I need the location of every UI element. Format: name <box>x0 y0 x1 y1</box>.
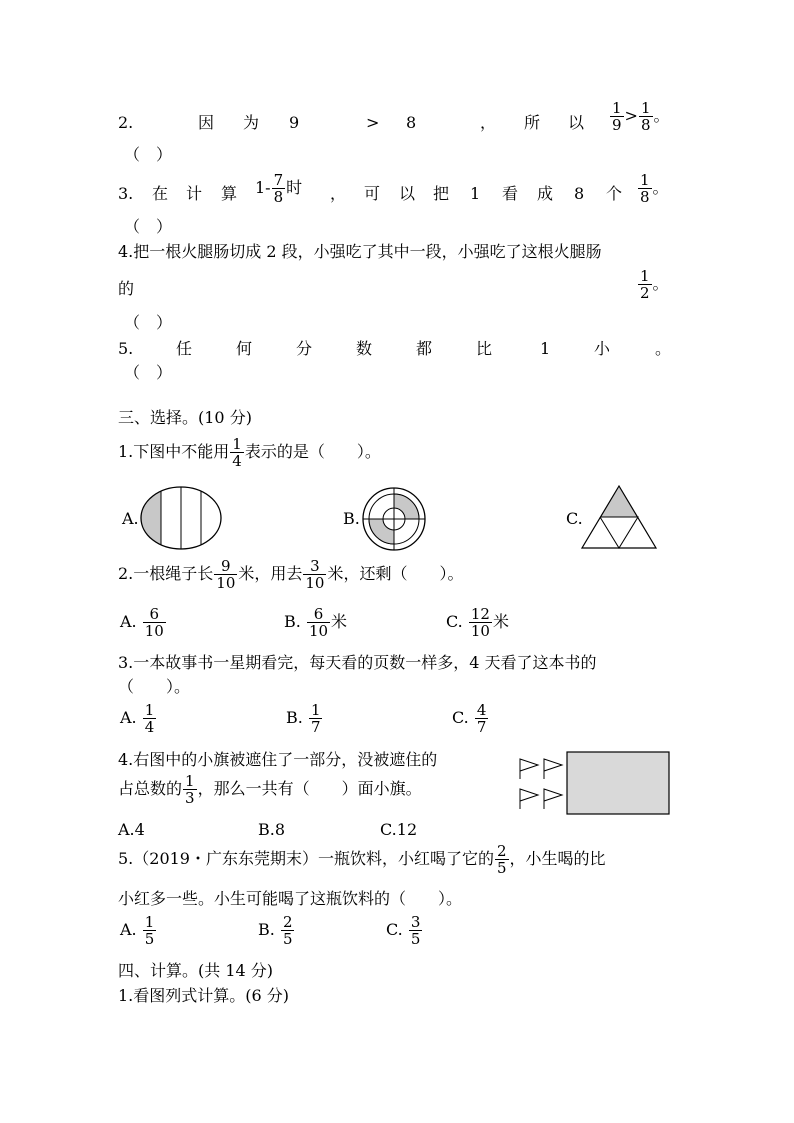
q3-word: 以 <box>399 184 416 203</box>
answer-paren[interactable]: （ ） <box>124 217 173 236</box>
option-b[interactable]: B. $\frac{6}{10}$ 米 <box>284 605 348 640</box>
choice-q5-line1: 5.（2019・广东东莞期末）一瓶饮料，小红喝了它的 $\frac{2}{5}$ ，小生喝的比 <box>118 842 606 877</box>
q2-fraction-expression: $\frac{1}{9}$ > $\frac{1}{8}$ 。 <box>612 99 670 134</box>
q3-word: 计 <box>186 184 203 203</box>
q5-word: 。 <box>655 339 672 358</box>
q3-word: 成 <box>537 184 554 203</box>
q2-number: 2. <box>118 113 134 132</box>
q4-text: 4.把一根火腿肠切成 2 段，小强吃了其中一段，小强吃了这根火腿肠 <box>118 242 602 261</box>
option-c-label[interactable]: C. <box>566 509 583 528</box>
fraction: $\frac{1}{9}$ <box>612 99 622 134</box>
circle-figure <box>360 485 430 553</box>
choice-q2: 2.一根绳子长 $\frac{9}{10}$ 米，用去 $\frac{3}{10}$ 米，还剩（ ）。 <box>118 557 464 592</box>
option-b[interactable]: B. $\frac{1}{7}$ <box>286 701 321 736</box>
option-a[interactable]: A. $\frac{1}{4}$ <box>120 701 155 736</box>
q2-word: 以 <box>568 113 585 132</box>
option-c[interactable]: C. $\frac{3}{5}$ <box>386 913 421 948</box>
choice-q5-line2: 小红多一些。小生可能喝了这瓶饮料的（ ）。 <box>118 889 463 908</box>
q3-word: ， <box>330 184 347 203</box>
q5-word: 1 <box>540 339 551 358</box>
choice-q4-line1: 4.右图中的小旗被遮住了一部分，没被遮住的 <box>118 750 438 769</box>
q3-word: 在 <box>152 184 169 203</box>
option-c[interactable]: C.12 <box>380 820 418 839</box>
q3-word: 看 <box>502 184 519 203</box>
q3-word: 个 <box>606 184 623 203</box>
option-b[interactable]: B. $\frac{2}{5}$ <box>258 913 293 948</box>
option-b-label[interactable]: B. <box>343 509 360 528</box>
q2-word: 8 <box>406 113 417 132</box>
sub-question: 1.看图列式计算。(6 分) <box>118 986 290 1005</box>
choice-q4-line2: 占总数的 $\frac{1}{3}$ ，那么一共有（ ）面小旗。 <box>118 772 422 807</box>
q3-word: 算 <box>221 184 238 203</box>
q2-word: 所 <box>524 113 541 132</box>
q5-number: 5. <box>118 339 134 358</box>
q3-fraction: $\frac{1}{8}$ 。 <box>640 171 669 206</box>
option-a[interactable]: A. $\frac{6}{10}$ <box>120 605 164 640</box>
q3-word: 1 <box>470 184 481 203</box>
q4-fraction: $\frac{1}{2}$ 。 <box>640 267 669 302</box>
option-a-label[interactable]: A. <box>122 509 139 528</box>
q3-word: 把 <box>433 184 450 203</box>
q3-word: 可 <box>364 184 381 203</box>
choice-q3-line1: 3.一本故事书一星期看完，每天看的页数一样多，4 天看了这本书的 <box>118 653 597 672</box>
answer-paren[interactable]: （ ） <box>124 363 173 382</box>
option-c[interactable]: C. $\frac{12}{10}$ 米 <box>446 605 509 640</box>
fraction: $\frac{7}{8}$ <box>273 171 284 206</box>
section-title: 三、选择。(10 分) <box>118 408 252 427</box>
q3-number: 3. <box>118 184 134 203</box>
q5-word: 何 <box>236 339 253 358</box>
choice-q3-line2: （ ）。 <box>118 677 191 696</box>
q2-word: 9 <box>289 113 300 132</box>
q2-word: 因 <box>198 113 215 132</box>
q3-expression: 1- $\frac{7}{8}$ 时 <box>255 171 303 206</box>
option-a[interactable]: A. $\frac{1}{5}$ <box>120 913 155 948</box>
q5-word: 小 <box>594 339 611 358</box>
q5-word: 任 <box>176 339 193 358</box>
fraction: $\frac{1}{4}$ <box>232 435 242 470</box>
option-b[interactable]: B.8 <box>258 820 286 839</box>
q4-text: 的 <box>118 279 135 298</box>
q2-word: 为 <box>243 113 260 132</box>
answer-paren[interactable]: （ ） <box>124 145 173 164</box>
flags-figure <box>516 751 672 817</box>
triangle-figure <box>580 484 658 550</box>
option-a[interactable]: A.4 <box>118 820 145 839</box>
ellipse-figure <box>138 485 224 551</box>
q5-word: 分 <box>296 339 313 358</box>
q5-word: 比 <box>476 339 493 358</box>
fraction: $\frac{1}{8}$ <box>640 99 651 134</box>
q2-word: ， <box>480 113 497 132</box>
choice-q1: 1.下图中不能用 $\frac{1}{4}$ 表示的是（ ）。 <box>118 435 381 470</box>
q2-word: > <box>366 113 380 132</box>
q5-word: 都 <box>416 339 433 358</box>
q3-word: 8 <box>574 184 585 203</box>
q5-word: 数 <box>356 339 373 358</box>
section-title: 四、计算。(共 14 分) <box>118 961 274 980</box>
option-c[interactable]: C. $\frac{4}{7}$ <box>452 701 487 736</box>
answer-paren[interactable]: （ ） <box>124 313 173 332</box>
